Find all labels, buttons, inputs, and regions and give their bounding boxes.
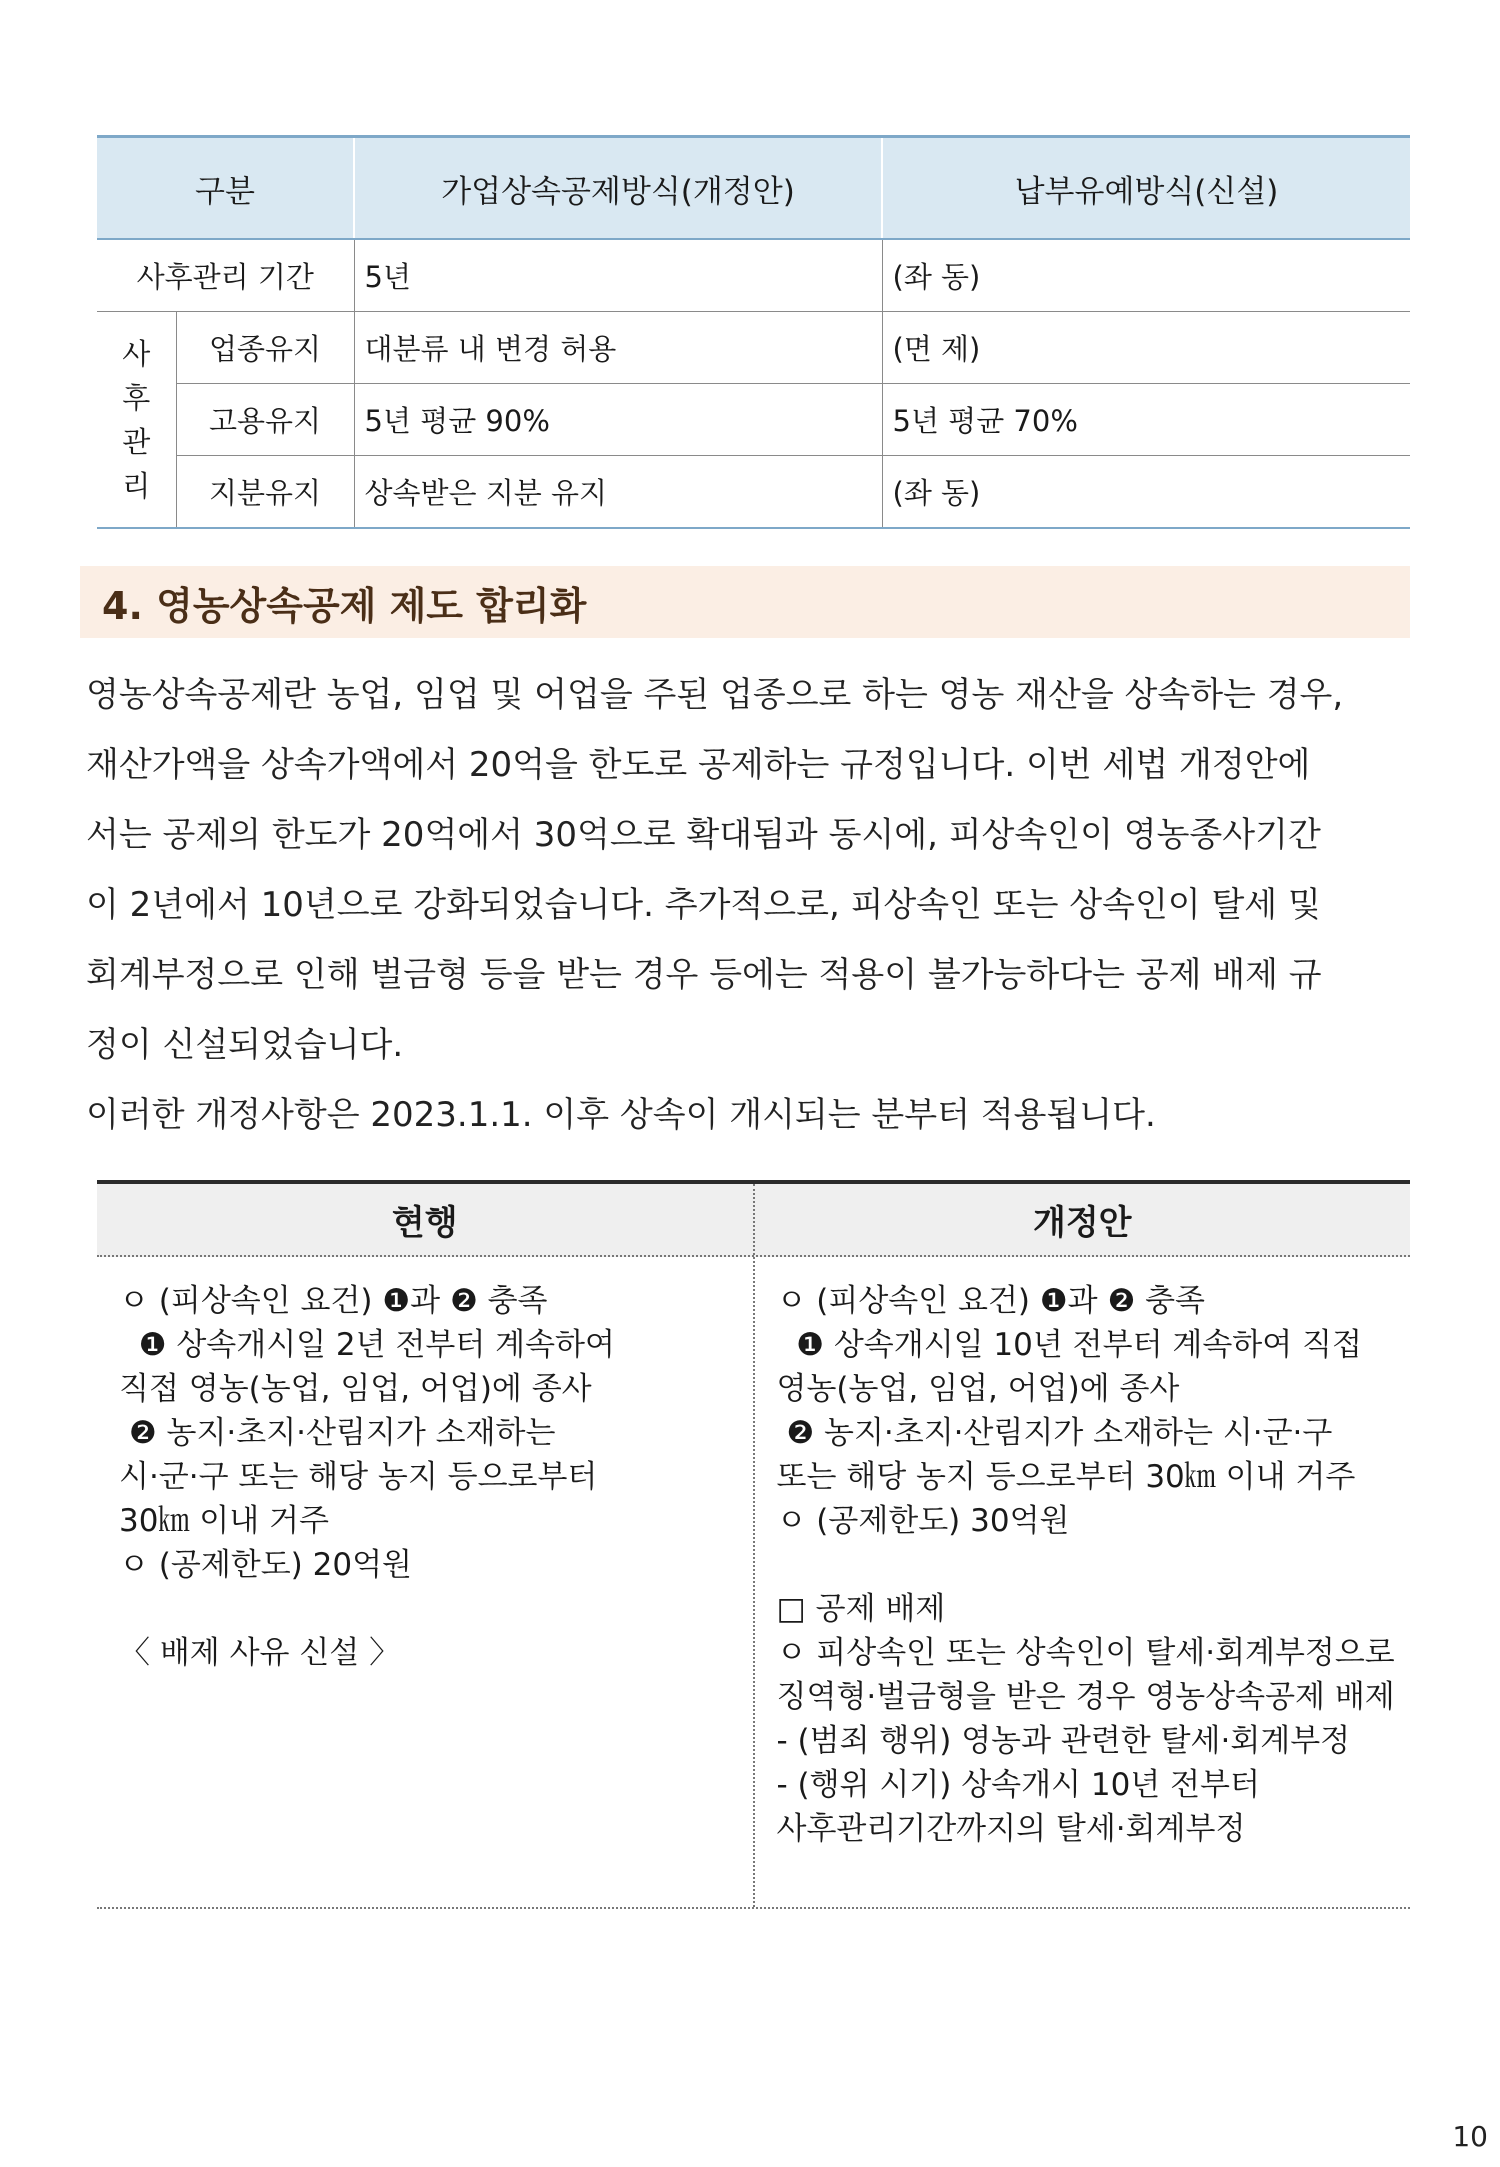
- current-line: ❷ 농지·초지·산림지가 소재하는: [119, 1415, 556, 1451]
- body-line: 이 2년에서 10년으로 강화되었습니다. 추가적으로, 피상속인 또는 상속인이 탈세 및: [86, 885, 1321, 925]
- revised-line: ㅇ (피상속인 요건) ❶과 ❷ 충족: [776, 1283, 1205, 1319]
- revised-line: ㅇ 피상속인 또는 상속인이 탈세·회계부정으로: [776, 1635, 1395, 1671]
- revised-line: 징역형·벌금형을 받은 경우 영농상속공제 배제: [776, 1679, 1395, 1715]
- group-label-char: 리: [122, 468, 151, 503]
- revised-line: 사후관리기간까지의 탈세·회계부정: [776, 1811, 1246, 1847]
- current-line: ❶ 상속개시일 2년 전부터 계속하여: [119, 1327, 615, 1363]
- header-deferred-payment: 납부유예방식(신설): [882, 137, 1410, 240]
- revised-line: □ 공제 배제: [776, 1591, 946, 1627]
- inheritance-deduction-comparison-table: [97, 135, 1410, 529]
- row-label: 사후관리 기간: [97, 239, 354, 312]
- current-line: 직접 영농(농업, 임업, 어업)에 종사: [119, 1371, 592, 1407]
- group-label-char: 관: [122, 424, 151, 459]
- row-label: 지분유지: [176, 456, 354, 529]
- current-line: ㅇ (공제한도) 20억원: [119, 1547, 412, 1583]
- table-cell: 5년 평균 90%: [354, 384, 882, 456]
- table-row: [97, 456, 1410, 529]
- table-cell: (면 제): [882, 312, 1410, 384]
- header-revised: 개정안: [1032, 1203, 1132, 1243]
- table-cell: 5년: [354, 239, 882, 312]
- table-cell: (좌 동): [882, 239, 1410, 312]
- current-column: [97, 1257, 755, 1907]
- current-line: 30㎞ 이내 거주: [119, 1503, 329, 1539]
- table-cell: (좌 동): [882, 456, 1410, 529]
- body-line: 회계부정으로 인해 벌금형 등을 받는 경우 등에는 적용이 불가능하다는 공제 배제 규: [86, 955, 1322, 995]
- current-line: 시·군·구 또는 해당 농지 등으로부터: [119, 1459, 598, 1495]
- body-line: 서는 공제의 한도가 20억에서 30억으로 확대됨과 동시에, 피상속인이 영농종사기간: [86, 815, 1321, 855]
- revised-column: [755, 1257, 1411, 1907]
- revised-line: ㅇ (공제한도) 30억원: [776, 1503, 1070, 1539]
- current-line: [119, 1587, 753, 1631]
- group-label-char: 후: [122, 380, 151, 415]
- section-heading: 4. 영농상속공제 제도 합리화: [80, 566, 1410, 638]
- revised-line: 영농(농업, 임업, 어업)에 종사: [776, 1371, 1180, 1407]
- group-label: [97, 312, 176, 529]
- row-label: 업종유지: [176, 312, 354, 384]
- table-cell: 5년 평균 70%: [882, 384, 1410, 456]
- current-line: 〈 배제 사유 신설 〉: [119, 1635, 401, 1671]
- table-row: [97, 312, 1410, 384]
- revised-line: ❶ 상속개시일 10년 전부터 계속하여 직접: [776, 1327, 1362, 1363]
- body-line: 정이 신설되었습니다.: [86, 1025, 404, 1065]
- current-line: ㅇ (피상속인 요건) ❶과 ❷ 충족: [119, 1283, 548, 1319]
- table-row: [97, 384, 1410, 456]
- body-line: 재산가액을 상속가액에서 20억을 한도로 공제하는 규정입니다. 이번 세법 개정안에: [86, 745, 1311, 785]
- page-number: 10: [1452, 2120, 1488, 2153]
- revised-line: [777, 1543, 1411, 1587]
- table-cell: 대분류 내 변경 허용: [354, 312, 882, 384]
- comparison-body-row: [97, 1257, 1410, 1909]
- table-row: [97, 239, 1410, 312]
- body-line: 이러한 개정사항은 2023.1.1. 이후 상속이 개시되는 분부터 적용됩니다.: [86, 1095, 1156, 1135]
- group-label-char: 사: [122, 336, 151, 371]
- header-current: 현행: [97, 1184, 755, 1255]
- revised-line: ❷ 농지·초지·산림지가 소재하는 시·군·구: [776, 1415, 1333, 1451]
- header-category: 구분: [97, 137, 354, 240]
- revised-line: - (범죄 행위) 영농과 관련한 탈세·회계부정: [776, 1723, 1351, 1759]
- revised-line: - (행위 시기) 상속개시 10년 전부터: [776, 1767, 1260, 1803]
- comparison-header-row: [97, 1184, 1410, 1257]
- table-cell: 상속받은 지분 유지: [354, 456, 882, 529]
- header-family-business-deduction: 가업상속공제방식(개정안): [354, 137, 882, 240]
- revised-line: 또는 해당 농지 등으로부터 30㎞ 이내 거주: [776, 1459, 1356, 1495]
- farm-inheritance-comparison-table: [97, 1180, 1410, 1909]
- row-label: 고용유지: [176, 384, 354, 456]
- body-line: 영농상속공제란 농업, 임업 및 어업을 주된 업종으로 하는 영농 재산을 상속하는 경우,: [86, 675, 1344, 715]
- body-paragraph: [86, 660, 1416, 1150]
